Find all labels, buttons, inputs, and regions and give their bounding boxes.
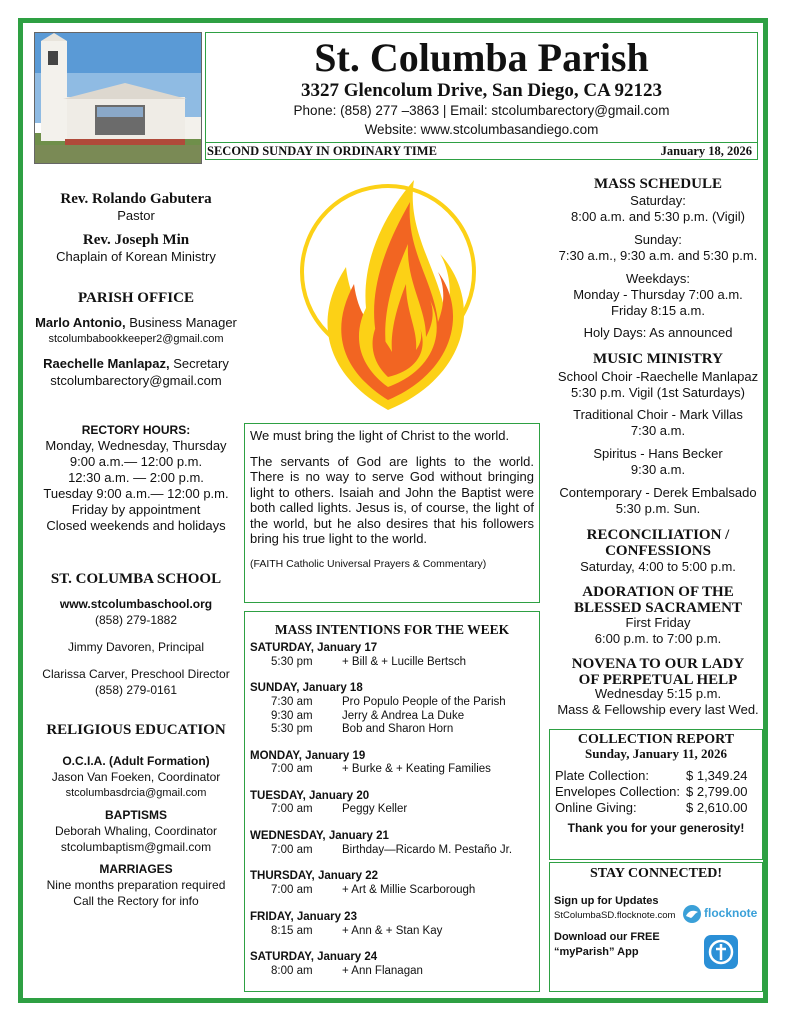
collection-label: Envelopes Collection:: [555, 784, 681, 799]
saturday-label: Saturday:: [630, 193, 686, 208]
contemporary-time: 5:30 p.m. Sun.: [615, 501, 701, 516]
myparish-app-icon[interactable]: [704, 935, 738, 974]
mass-schedule-heading: MASS SCHEDULE: [594, 176, 722, 192]
manager-name: Marlo Antonio,: [35, 315, 126, 330]
intention-time: 8:00 am: [271, 965, 313, 977]
traditional-choir-time: 7:30 a.m.: [630, 423, 686, 438]
download-label: Download our FREE: [554, 931, 660, 943]
rectory-line: Monday, Wednesday, Thursday: [45, 438, 227, 453]
intention-time: 5:30 pm: [271, 723, 313, 735]
manager-line: [30, 315, 242, 331]
novena-fellowship: Mass & Fellowship every last Wed.: [557, 702, 759, 717]
intention-day: MONDAY, January 19: [250, 750, 366, 762]
novena-heading: [552, 656, 764, 688]
intentions-heading: MASS INTENTIONS FOR THE WEEK: [274, 622, 510, 637]
novena-time: Wednesday 5:15 p.m.: [594, 686, 722, 701]
intention-day: SATURDAY, January 17: [250, 642, 378, 654]
school-website[interactable]: www.stcolumbaschool.org: [59, 597, 213, 611]
baptisms-heading: BAPTISMS: [104, 808, 167, 822]
signup-label: Sign up for Updates: [554, 895, 659, 907]
manager-email: stcolumbabookkeeper2@gmail.com: [48, 333, 224, 345]
collection-date: Sunday, January 11, 2026: [585, 746, 727, 761]
reconciliation-heading-2: CONFESSIONS: [605, 543, 711, 559]
marriages-line-1: Nine months preparation required: [46, 878, 226, 892]
reflection-box: [244, 423, 540, 603]
school-choir-time: 5:30 p.m. Vigil (1st Saturdays): [571, 385, 745, 400]
ocia-coordinator: Jason Van Foeken, Coordinator: [51, 770, 221, 784]
reconciliation-heading-1: RECONCILIATION /: [586, 527, 730, 543]
school-phone: (858) 279-1882: [94, 613, 178, 627]
baptisms-email: stcolumbaptism@gmail.com: [60, 840, 212, 854]
school-choir: School Choir -Raechelle Manlapaz: [557, 369, 759, 384]
holy-days: Holy Days: As announced: [583, 325, 733, 340]
intention-time: 9:30 am: [271, 710, 313, 722]
intention-name: Pro Populo People of the Parish: [342, 696, 506, 708]
holy-spirit-flame-artwork: [288, 172, 488, 412]
school-heading: ST. COLUMBA SCHOOL: [50, 571, 222, 587]
intention-time: 7:30 am: [271, 696, 313, 708]
rectory-line: 12:30 a.m. — 2:00 p.m.: [68, 470, 204, 485]
intention-name: Jerry & Andrea La Duke: [342, 710, 465, 722]
pastor-name: Rev. Rolando Gabutera: [60, 191, 212, 207]
rectory-line: 9:00 a.m.— 12:00 p.m.: [69, 454, 203, 469]
novena-heading-2: OF PERPETUAL HELP: [578, 672, 738, 688]
parish-address: 3327 Glencolum Drive, San Diego, CA 92123: [301, 80, 662, 101]
reflection-body: The servants of God are lights to the world. There is no way to serve God without bringing light to others. Isaiah and John the Baptist were both called lights. Jesus is, of course, the light of the world, but he also desires that his followers bring his true light to the world.: [250, 453, 534, 546]
collection-heading: COLLECTION REPORT: [577, 732, 735, 747]
sunday-times: 7:30 a.m., 9:30 a.m. and 5:30 p.m.: [558, 248, 758, 263]
reconciliation-heading: [552, 527, 764, 559]
adoration-day: First Friday: [625, 615, 691, 630]
intention-time: 7:00 am: [271, 763, 313, 775]
contact-line: Phone: (858) 277 –3863 | Email: stcolumbarectory@gmail.com: [293, 103, 670, 118]
intention-day: SATURDAY, January 24: [250, 951, 378, 963]
adoration-heading: [552, 584, 764, 616]
bulletin-date: January 18, 2026: [660, 144, 752, 158]
intention-name: Bob and Sharon Horn: [342, 723, 454, 735]
collection-label: Plate Collection:: [555, 768, 649, 783]
spiritus: Spiritus - Hans Becker: [593, 446, 723, 461]
flocknote-wordmark: flocknote: [704, 906, 758, 920]
rectory-line: Friday by appointment: [71, 502, 201, 517]
liturgical-bar: [205, 142, 758, 161]
intention-name: + Ann Flanagan: [342, 965, 423, 977]
myparish-app-name: “myParish” App: [554, 946, 639, 958]
stay-connected-heading: STAY CONNECTED!: [589, 866, 723, 881]
intention-time: 8:15 am: [271, 925, 313, 937]
rectory-heading: RECTORY HOURS:: [81, 423, 191, 437]
music-heading: MUSIC MINISTRY: [593, 351, 723, 367]
weekdays-label: Weekdays:: [625, 271, 691, 286]
mass-intentions-box: [244, 611, 540, 992]
collection-amount: $ 2,799.00: [686, 784, 748, 799]
traditional-choir: Traditional Choir - Mark Villas: [573, 407, 743, 422]
saturday-times: 8:00 a.m. and 5:30 p.m. (Vigil): [571, 209, 745, 224]
intention-name: Birthday—Ricardo M. Pestaño Jr.: [342, 844, 513, 856]
intention-time: 5:30 pm: [271, 656, 313, 668]
ocia-heading: O.C.I.A. (Adult Formation): [62, 754, 210, 768]
rectory-hours: [30, 438, 242, 534]
parish-title: St. Columba Parish: [314, 35, 649, 80]
weekdays-line-2: Friday 8:15 a.m.: [611, 303, 705, 318]
preschool-director: Clarissa Carver, Preschool Director: [42, 667, 230, 681]
preschool-phone: (858) 279-0161: [94, 683, 178, 697]
reflection-headline: We must bring the light of Christ to the world.: [250, 428, 510, 443]
flocknote-url[interactable]: StColumbaSD.flocknote.com: [554, 910, 676, 921]
parish-office-heading: PARISH OFFICE: [78, 290, 194, 306]
secretary-title: Secretary: [169, 356, 229, 371]
intention-day: FRIDAY, January 23: [250, 911, 357, 923]
church-photo: [34, 32, 202, 164]
stay-connected-box: [549, 862, 763, 992]
intention-name: + Ann & + Stan Kay: [342, 925, 443, 937]
collection-thanks: Thank you for your generosity!: [567, 821, 745, 835]
rectory-line: Closed weekends and holidays: [46, 518, 226, 533]
reconciliation-time: Saturday, 4:00 to 5:00 p.m.: [580, 559, 736, 574]
rectory-line: Tuesday 9:00 a.m.— 12:00 p.m.: [43, 486, 229, 501]
intention-name: Peggy Keller: [342, 803, 408, 815]
marriages-line-2: Call the Rectory for info: [73, 894, 199, 908]
spiritus-time: 9:30 a.m.: [630, 462, 686, 477]
manager-title: Business Manager: [125, 315, 237, 330]
intention-day: TUESDAY, January 20: [250, 790, 370, 802]
secretary-email: stcolumbarectory@gmail.com: [50, 373, 222, 388]
reflection-source: (FAITH Catholic Universal Prayers & Commentary): [250, 557, 487, 570]
sunday-label: Sunday:: [634, 232, 682, 247]
adoration-time: 6:00 p.m. to 7:00 p.m.: [594, 631, 722, 646]
chaplain-name: Rev. Joseph Min: [82, 232, 190, 248]
contemporary: Contemporary - Derek Embalsado: [559, 485, 757, 500]
pastor-title: Pastor: [117, 208, 155, 223]
novena-heading-1: NOVENA TO OUR LADY: [571, 656, 745, 672]
flocknote-bird-icon: [682, 904, 702, 924]
intention-name: + Bill & + Lucille Bertsch: [342, 656, 467, 668]
intention-name: + Art & Millie Scarborough: [342, 884, 476, 896]
website-line: Website: www.stcolumbasandiego.com: [364, 122, 599, 137]
ocia-email: stcolumbasdrcia@gmail.com: [65, 787, 207, 799]
collection-amount: $ 1,349.24: [686, 768, 748, 783]
school-principal: Jimmy Davoren, Principal: [67, 640, 205, 654]
adoration-heading-2: BLESSED SACRAMENT: [574, 600, 742, 616]
intention-time: 7:00 am: [271, 844, 313, 856]
adoration-heading-1: ADORATION OF THE: [582, 584, 734, 600]
secretary-line: [30, 356, 242, 372]
intention-day: SUNDAY, January 18: [250, 682, 363, 694]
intention-name: + Burke & + Keating Families: [342, 763, 491, 775]
collection-amount: $ 2,610.00: [686, 800, 748, 815]
intention-day: THURSDAY, January 22: [250, 870, 379, 882]
intention-time: 7:00 am: [271, 803, 313, 815]
marriages-heading: MARRIAGES: [99, 862, 173, 876]
liturgical-day: SECOND SUNDAY IN ORDINARY TIME: [207, 144, 437, 158]
collection-label: Online Giving:: [555, 800, 637, 815]
secretary-name: Raechelle Manlapaz,: [43, 356, 170, 371]
chaplain-title: Chaplain of Korean Ministry: [56, 249, 216, 264]
weekdays-line-1: Monday - Thursday 7:00 a.m.: [573, 287, 743, 302]
intention-time: 7:00 am: [271, 884, 313, 896]
baptisms-coordinator: Deborah Whaling, Coordinator: [54, 824, 218, 838]
religious-ed-heading: RELIGIOUS EDUCATION: [46, 722, 226, 738]
collection-report-box: [549, 729, 763, 860]
intention-day: WEDNESDAY, January 21: [250, 830, 389, 842]
